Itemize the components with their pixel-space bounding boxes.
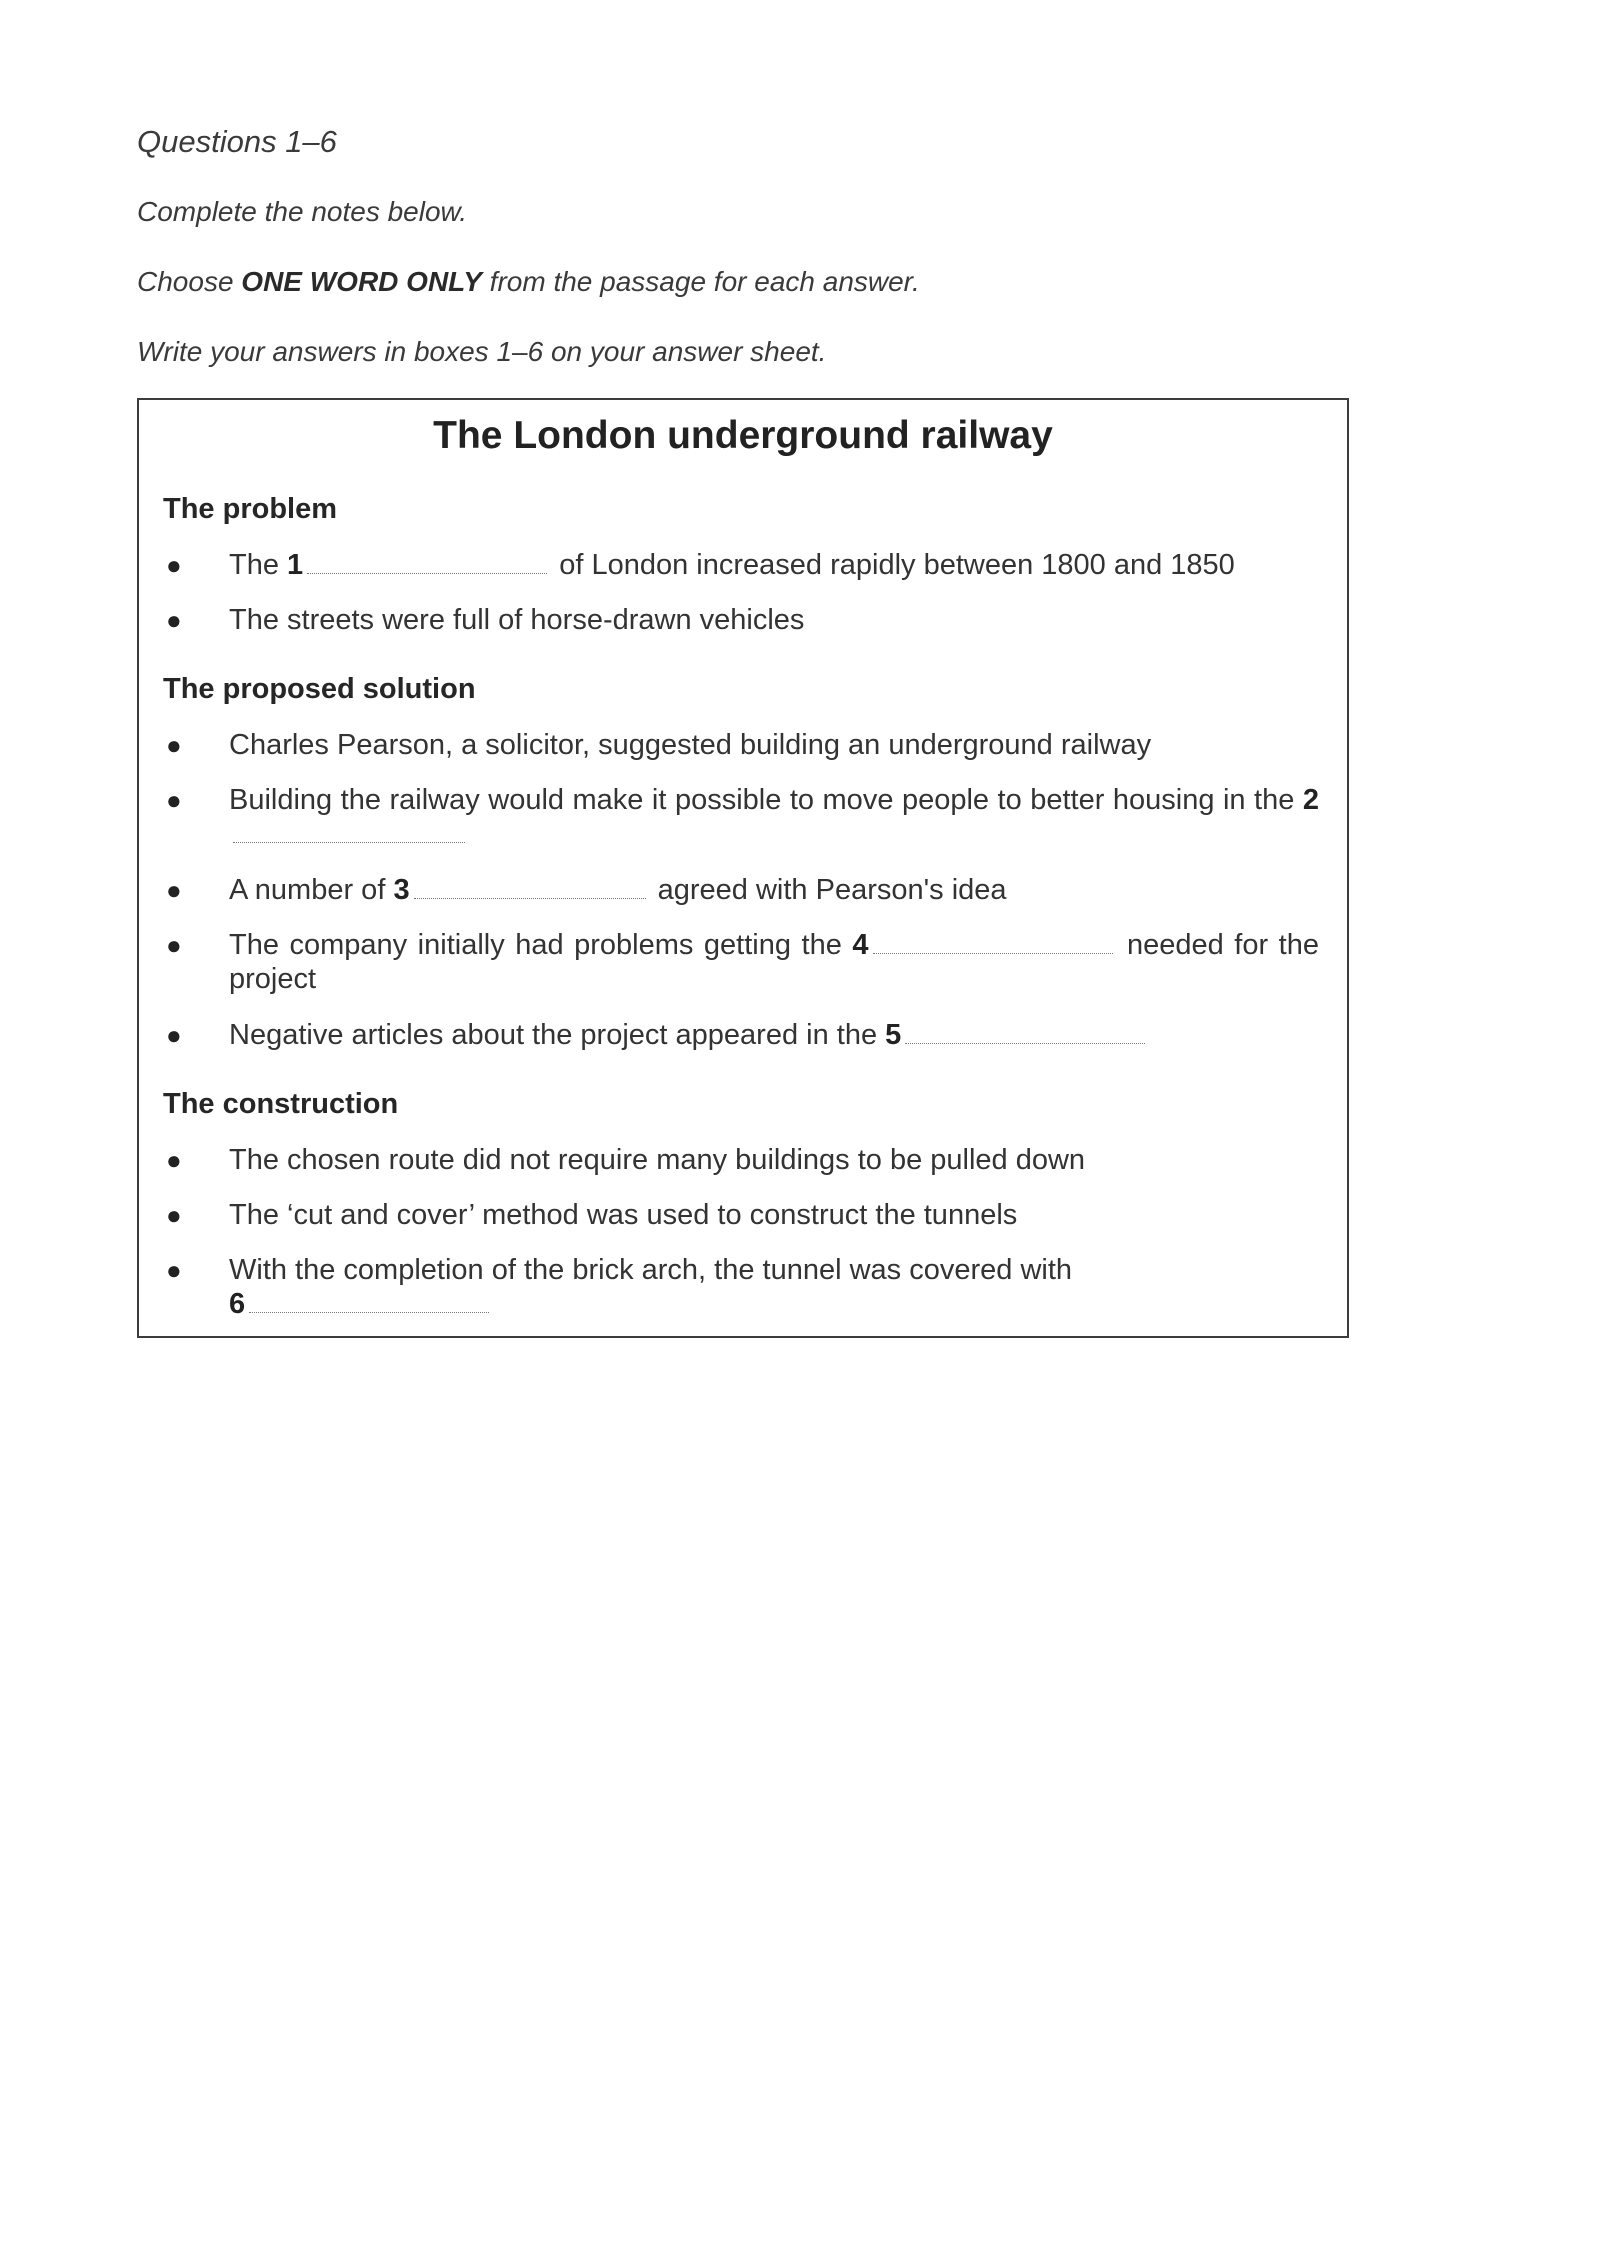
instruction-complete-notes: Complete the notes below. — [137, 196, 467, 227]
answer-gap-1[interactable] — [307, 553, 547, 574]
bullet-icon: ● — [166, 930, 182, 960]
question-number: 6 — [229, 1288, 246, 1320]
note-item — [166, 1198, 1319, 1232]
note-item — [166, 603, 1319, 637]
answer-gap-5[interactable] — [905, 1023, 1145, 1044]
note-text: Negative articles about the project appeared in the — [229, 1019, 886, 1051]
bullet-icon: ● — [166, 730, 182, 760]
section-heading-proposed-solution: The proposed solution — [163, 673, 476, 705]
note-item — [166, 783, 1319, 851]
section-heading-problem: The problem — [163, 493, 338, 525]
answer-gap-2[interactable] — [233, 822, 465, 843]
answer-gap-4[interactable] — [873, 933, 1113, 954]
question-number: 3 — [393, 874, 410, 906]
instruction-word-limit — [137, 266, 920, 298]
answer-gap-3[interactable] — [414, 878, 646, 899]
answer-gap-6[interactable] — [249, 1292, 489, 1313]
bullet-icon: ● — [166, 1145, 182, 1175]
note-item — [166, 548, 1319, 582]
instruction-text: Choose — [137, 266, 242, 297]
word-limit-emphasis: ONE WORD ONLY — [241, 266, 482, 297]
note-text: needed for the project — [229, 929, 1319, 995]
note-item — [166, 1253, 1319, 1321]
note-text: agreed with Pearson's idea — [649, 874, 1007, 906]
note-item — [166, 1018, 1319, 1052]
bullet-icon: ● — [166, 785, 182, 815]
section-heading-construction: The construction — [163, 1088, 399, 1120]
question-number: 5 — [885, 1019, 902, 1051]
note-text: With the completion of the brick arch, the tunnel was covered with — [229, 1254, 1073, 1286]
instruction-text: from the passage for each answer. — [481, 266, 920, 297]
bullet-icon: ● — [166, 1020, 182, 1050]
note-item — [166, 873, 1319, 907]
note-text: The company initially had problems getting the — [229, 929, 853, 961]
note-text: The ‘cut and cover’ method was used to construct the tunnels — [229, 1199, 1018, 1231]
bullet-icon: ● — [166, 1200, 182, 1230]
note-text: The streets were full of horse-drawn vehicles — [229, 604, 805, 636]
question-number: 1 — [287, 549, 304, 581]
note-item — [166, 928, 1319, 996]
note-text: The chosen route did not require many buildings to be pulled down — [229, 1144, 1086, 1176]
note-text: Charles Pearson, a solicitor, suggested building an underground railway — [229, 729, 1152, 761]
notes-title: The London underground railway — [433, 414, 1053, 457]
question-number: 4 — [852, 929, 869, 961]
note-item — [166, 728, 1319, 762]
bullet-icon: ● — [166, 875, 182, 905]
bullet-icon: ● — [166, 605, 182, 635]
note-text: The — [229, 549, 288, 581]
questions-heading: Questions 1–6 — [137, 124, 337, 159]
note-item — [166, 1143, 1319, 1177]
note-text: A number of — [229, 874, 394, 906]
bullet-icon: ● — [166, 550, 182, 580]
bullet-icon: ● — [166, 1255, 182, 1285]
note-text: of London increased rapidly between 1800 and 1850 — [551, 549, 1235, 581]
question-number: 2 — [1302, 784, 1319, 816]
notes-box — [137, 398, 1349, 1338]
instruction-answer-sheet: Write your answers in boxes 1–6 on your answer sheet. — [137, 336, 827, 367]
note-text: Building the railway would make it possible to move people to better housing in the — [229, 784, 1303, 816]
